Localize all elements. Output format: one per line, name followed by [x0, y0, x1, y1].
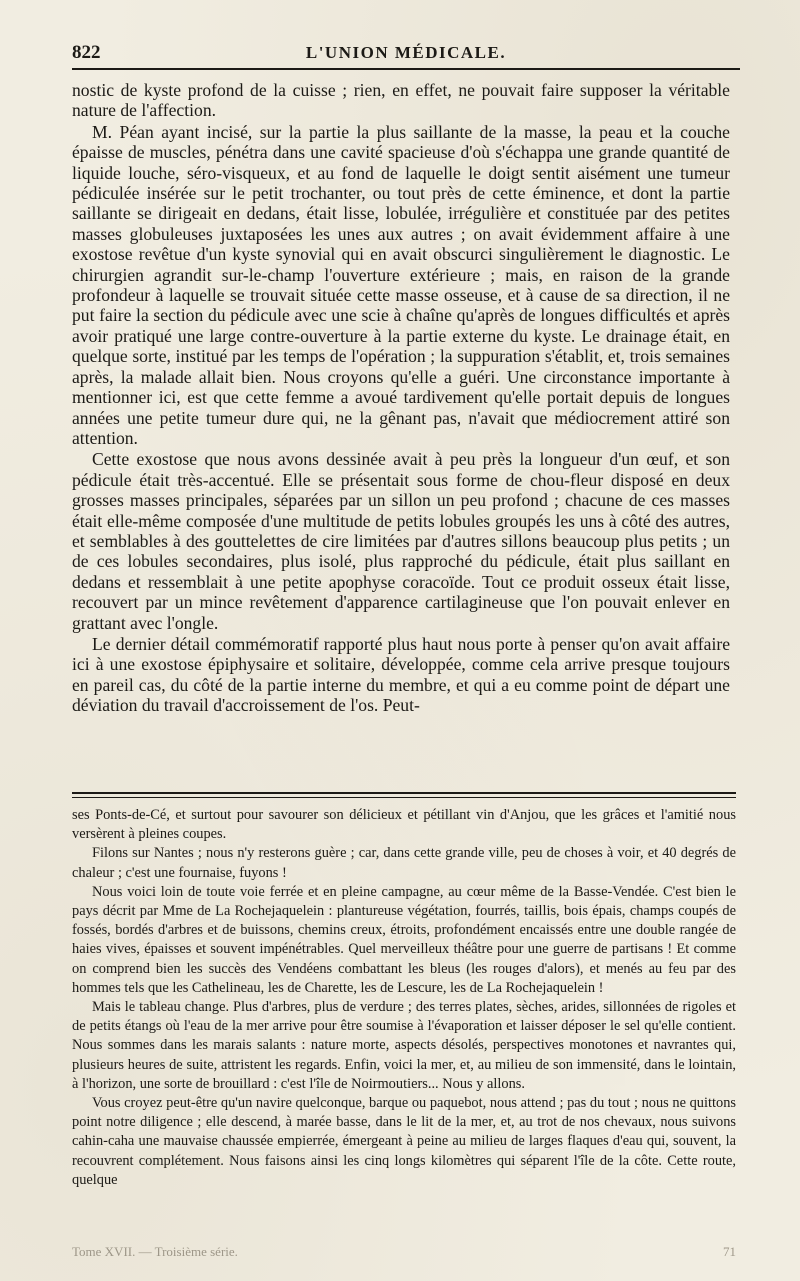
article-paragraph-3: Cette exostose que nous avons dessinée avait à peu près la longueur d'un œuf, et son pédicule était très-accentué. Elle se présentait sous forme de chou-fleur disposé en deux grosses masses principales, séparées par un sillon un peu profond ; chacune de ces masses était elle-même composée d'une multitude de petits lobules groupés les uns à côté des autres, et semblables à des gouttelettes de cire limitées par d'autres sillons beaucoup plus petits ; un de ces lobules secondaires, plus isolé, plus rapproché du pédicule, était plus saillant en dedans et ressemblait à une petite apophyse coracoïde. Tout ce produit osseux était lisse, recouvert par un mince revêtement d'apparence cartilagineuse que l'on pouvait enlever en grattant avec l'ongle.	[72, 449, 730, 633]
footer-signature: 71	[723, 1244, 736, 1259]
feuilleton-paragraph-2: Filons sur Nantes ; nous n'y resterons guère ; car, dans cette grande ville, peu de choses à voir, et 40 degrés de chaleur ; c'est une fournaise, fuyons !	[72, 845, 736, 881]
page-header	[72, 42, 740, 70]
feuilleton-body	[72, 806, 736, 1190]
footer-volume: Tome XVII. — Troisième série.	[72, 1244, 238, 1259]
page-number: 822	[72, 42, 101, 63]
feuilleton-paragraph-3: Nous voici loin de toute voie ferrée et en pleine campagne, au cœur même de la Basse-Vendée. C'est bien le pays décrit par Mme de La Rochejaquelein : plantureuse végétation, fourrés, taillis, bois épais, champs coupés de fossés, bordés d'arbres et de buissons, chemins creux, étroits, profondément encaissés entre une double rangée de haies vives, épaisses et souvent impénétrables. Quel merveilleux théâtre pour une guerre de partisans ! Et comme on comprend bien les succès des Vendéens combattant les bleus (les rouges d'alors), et menés au feu par des hommes tels que les Cathelineau, les de Charette, les de Lescure, les de La Rochejaquelein !	[72, 883, 736, 996]
running-head: L'UNION MÉDICALE.	[305, 43, 507, 62]
article-paragraph-1: nostic de kyste profond de la cuisse ; rien, en effet, ne pouvait faire supposer la véritable nature de l'affection.	[72, 80, 730, 121]
article-body	[72, 80, 730, 716]
article-paragraph-4: Le dernier détail commémoratif rapporté plus haut nous porte à penser qu'on avait affaire ici à une exostose épiphysaire et solitaire, développée, comme cela arrive presque toujours en pareil cas, du côté de la partie interne du membre, et qui a eu comme point de départ une déviation du travail d'accroissement de l'os. Peut-	[72, 633, 730, 716]
article-paragraph-2: M. Péan ayant incisé, sur la partie la plus saillante de la masse, la peau et la couche épaisse de muscles, pénétra dans une cavité spacieuse d'où s'échappa une grande quantité de liquide louche, séro-visqueux, et au fond de laquelle le doigt sentit aisément une tumeur pédiculée insérée sur le petit trochanter, ou tout près de cette éminence, et dont la partie saillante se dirigeait en dedans, était lisse, lobulée, irrégulière et constituée par des petites masses globuleuses juxtaposées les unes aux autres ; on avait évidemment affaire à une exostose revêtue d'un kyste synovial qui en avait obscurci singulièrement le diagnostic. Le chirurgien agrandit sur-le-champ l'ouverture extérieure ; mais, en raison de la grande profondeur à laquelle se trouvait située cette masse osseuse, et à cause de sa direction, il ne put faire la section du pédicule avec une scie à chaîne qu'après de longues difficultés et après avoir pratiqué une large contre-ouverture à la partie externe du kyste. Le drainage était, en quelque sorte, institué par les temps de l'opération ; la suppuration s'établit, et, trois semaines après, la malade allait bien. Nous croyons qu'elle a guéri. Une circonstance importante à mentionner ici, est que cette femme a avoué tardivement qu'elle portait depuis de longues années une petite tumeur dure qui, ne la gênant pas, n'avait que médiocrement attiré son attention.	[72, 121, 730, 448]
feuilleton-paragraph-5: Vous croyez peut-être qu'un navire quelconque, barque ou paquebot, nous attend ; pas du tout ; nous ne quittons point notre diligence ; elle descend, à marée basse, dans le lit de la mer, et, au trot de nos chevaux, nous suivons cahin-caha une mauvaise chaussée empierrée, émergeant à peine au milieu de larges flaques d'eau qui, souvent, la recouvrent complétement. Nous faisons ainsi les cinq longs kilomètres qui séparent l'île de la côte. Cette route, quelque	[72, 1095, 736, 1188]
feuilleton-divider	[72, 792, 736, 794]
feuilleton-divider-thin	[72, 797, 736, 798]
feuilleton-paragraph-4: Mais le tableau change. Plus d'arbres, plus de verdure ; des terres plates, sèches, arides, sillonnées de rigoles et de petits étangs où l'eau de la mer arrive pour être soumise à l'évaporation et laisser déposer le sel qu'elle contient. Nous sommes dans les marais salants : nature morte, aspects désolés, perspectives monotones et navrantes qui, plusieurs heures de suite, attristent les regards. Enfin, voici la mer, et, au milieu de son immensité, dans le lointain, à l'horizon, une sorte de brouillard : c'est l'île de Noirmoutiers... Nous y allons.	[72, 999, 736, 1092]
feuilleton-paragraph-1: ses Ponts-de-Cé, et surtout pour savourer son délicieux et pétillant vin d'Anjou, que les grâces et l'amitié nous versèrent à pleines coupes.	[72, 807, 736, 843]
